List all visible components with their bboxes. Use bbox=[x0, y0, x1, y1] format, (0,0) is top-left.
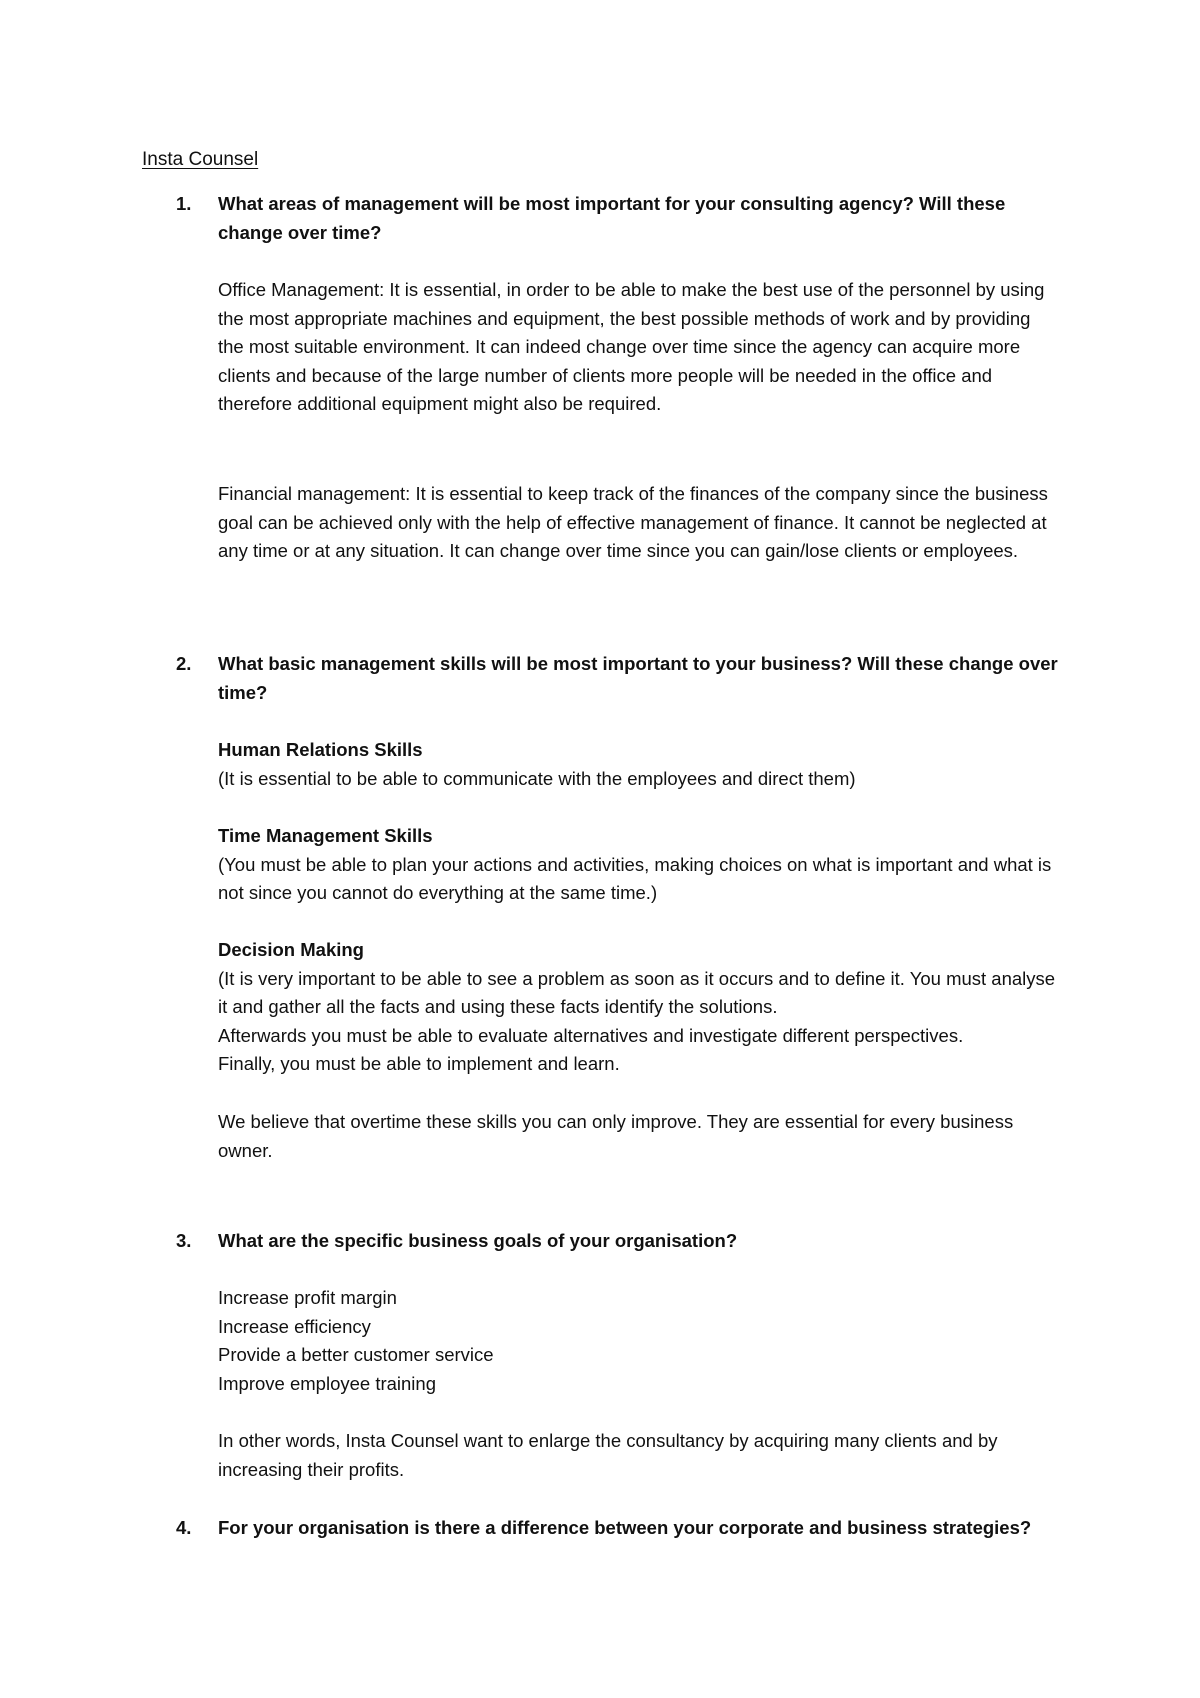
goals-summary-paragraph bbox=[218, 1427, 1060, 1484]
business-goals-list bbox=[218, 1284, 1068, 1398]
section-heading: Decision Making bbox=[218, 939, 364, 960]
paragraph-text: We believe that overtime these skills you can only improve. They are essential for every business owner. bbox=[218, 1111, 1014, 1161]
question-1 bbox=[176, 190, 1076, 247]
question-text: For your organisation is there a difference between your corporate and business strategies? bbox=[218, 1517, 1032, 1538]
question-text: What areas of management will be most important for your consulting agency? Will these change over time? bbox=[218, 193, 1006, 243]
skills-closing-paragraph bbox=[218, 1108, 1060, 1165]
document-title: Insta Counsel bbox=[142, 149, 259, 170]
financial-management-paragraph bbox=[218, 480, 1060, 566]
section-heading: Human Relations Skills bbox=[218, 739, 423, 760]
question-3 bbox=[176, 1227, 1076, 1256]
office-management-paragraph bbox=[218, 276, 1060, 419]
question-number: 1. bbox=[176, 193, 192, 214]
question-2 bbox=[176, 650, 1076, 707]
question-number: 4. bbox=[176, 1517, 192, 1538]
paragraph-text: Office Management: It is essential, in order to be able to make the best use of the personnel by using the most appropriate machines and equipment, the best possible methods of work and by providing the most suitable environment. It can indeed change over time since the agency can acquire more clients and because of the large number of clients more people will be needed in the office and therefore additional equipment might also be required. bbox=[218, 279, 1045, 415]
question-number: 3. bbox=[176, 1230, 192, 1251]
decision-making-section bbox=[218, 936, 1060, 1079]
section-text: (It is very important to be able to see a problem as soon as it occurs and to define it. You must analyse it and gather all the facts and using these facts identify the solutions. bbox=[218, 967, 1056, 1018]
goal-item: Provide a better customer service bbox=[218, 1344, 494, 1366]
question-number: 2. bbox=[176, 653, 192, 674]
question-text: What basic management skills will be most important to your business? Will these change over time? bbox=[218, 653, 1058, 703]
paragraph-text: In other words, Insta Counsel want to enlarge the consultancy by acquiring many clients and by increasing their profits. bbox=[218, 1430, 998, 1480]
time-management-section bbox=[218, 822, 1060, 908]
goal-item: Increase profit margin bbox=[218, 1287, 397, 1308]
human-relations-section bbox=[218, 736, 1068, 793]
section-text: (It is essential to be able to communicate with the employees and direct them) bbox=[218, 767, 856, 789]
question-text: What are the specific business goals of your organisation? bbox=[218, 1230, 738, 1251]
section-text: Afterwards you must be able to evaluate alternatives and investigate different perspectives. bbox=[218, 1024, 964, 1046]
goal-item: Improve employee training bbox=[218, 1372, 436, 1394]
section-heading: Time Management Skills bbox=[218, 825, 433, 846]
section-text: Finally, you must be able to implement and learn. bbox=[218, 1053, 620, 1075]
question-4 bbox=[176, 1514, 1076, 1543]
goal-item: Increase efficiency bbox=[218, 1315, 371, 1337]
paragraph-text: Financial management: It is essential to keep track of the finances of the company since the business goal can be achieved only with the help of effective management of finance. It cannot be neglected at any time or at any situation. It can change over time since you can gain/lose clients or employees. bbox=[218, 483, 1048, 562]
section-text: (You must be able to plan your actions and activities, making choices on what is important and what is not since you cannot do everything at the same time.) bbox=[218, 853, 1052, 904]
